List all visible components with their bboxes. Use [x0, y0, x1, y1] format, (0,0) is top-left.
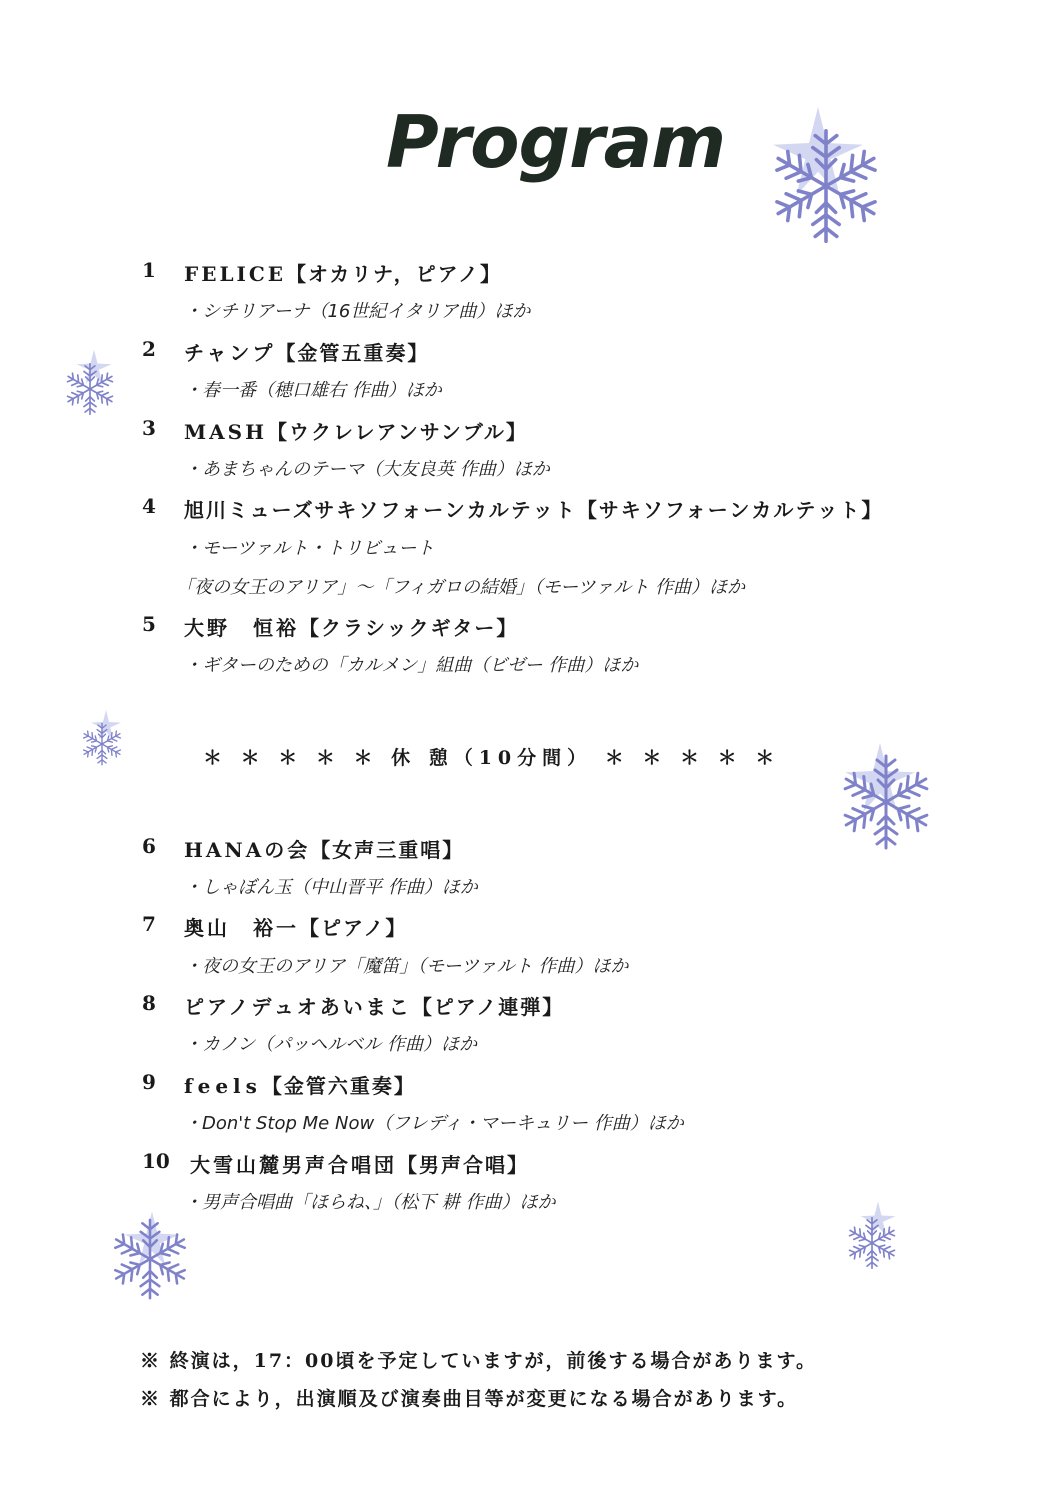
item-number: 1	[142, 258, 156, 282]
instrument-label: 【サキソフォーンカルテット】	[576, 498, 884, 522]
piece-line: ・あまちゃんのテーマ（大友良英 作曲）ほか	[184, 459, 550, 480]
item-number: 2	[142, 337, 156, 361]
instrument-label: 【オカリナ，ピアノ】	[286, 262, 503, 286]
performer-line	[184, 416, 528, 445]
snowflake-icon	[840, 1200, 904, 1274]
piece-line: ・モーツァルト・トリビュート	[184, 538, 435, 559]
instrument-label: 【金管六重奏】	[261, 1074, 416, 1098]
item-number: 7	[142, 912, 156, 936]
performer-line	[184, 612, 518, 641]
page-title: Program	[386, 100, 726, 184]
performer-name: チャンプ	[184, 341, 276, 365]
performer-line	[184, 1070, 416, 1099]
instrument-label: 【クラシックギター】	[299, 616, 519, 640]
piece-line: ・ギターのための「カルメン」組曲（ビゼー 作曲）ほか	[184, 655, 639, 676]
performer-name: ピアノデュオあいまこ	[184, 995, 412, 1019]
performer-name: HANAの会	[184, 838, 311, 862]
item-number: 5	[142, 612, 156, 636]
snowflake-icon	[58, 348, 122, 418]
performer-name: 旭川ミューズサキソフォーンカルテット	[184, 498, 577, 522]
performer-line	[184, 834, 464, 863]
piece-line: ・シチリアーナ（16世紀イタリア曲）ほか	[184, 301, 531, 322]
item-number: 6	[142, 834, 156, 858]
piece-line: ・春一番（穂口雄右 作曲）ほか	[184, 380, 442, 401]
item-number: 8	[142, 991, 156, 1015]
piece-line: ・Don't Stop Me Now（フレディ・マーキュリー 作曲）ほか	[184, 1113, 684, 1134]
piece-line: ・しゃぼん玉（中山晋平 作曲）ほか	[184, 877, 478, 898]
performer-line	[184, 258, 502, 287]
intermission-line: ＊ ＊ ＊ ＊ ＊ 休 憩（10分間） ＊ ＊ ＊ ＊ ＊	[203, 747, 781, 769]
instrument-label: 【男声合唱】	[397, 1153, 529, 1177]
item-number: 10	[142, 1149, 170, 1173]
instrument-label: 【ピアノ】	[299, 916, 408, 940]
footnote: ※ 終演は，17：00頃を予定していますが，前後する場合があります。	[140, 1350, 817, 1372]
item-number: 4	[142, 494, 156, 518]
performer-name: 大雪山麓男声合唱団	[190, 1153, 397, 1177]
piece-line: 「夜の女王のアリア」～「フィガロの結婚」（モーツァルト 作曲）ほか	[176, 577, 745, 598]
performer-name: 奥山 裕一	[184, 916, 299, 940]
performer-name: feels	[184, 1074, 262, 1098]
snowflake-icon	[752, 105, 892, 255]
performer-line	[184, 912, 407, 941]
snowflake-icon	[824, 735, 940, 861]
performer-name: MASH	[184, 420, 267, 444]
snowflake-icon	[76, 710, 128, 768]
performer-line	[184, 337, 429, 366]
performer-line	[184, 494, 883, 523]
performer-name: 大野 恒裕	[184, 616, 299, 640]
item-number: 9	[142, 1070, 156, 1094]
instrument-label: 【金管五重奏】	[275, 341, 430, 365]
instrument-label: 【女声三重唱】	[310, 838, 465, 862]
piece-line: ・夜の女王のアリア「魔笛」（モーツァルト 作曲）ほか	[184, 956, 629, 977]
snowflake-icon	[104, 1205, 196, 1305]
performer-name: FELICE	[184, 262, 287, 286]
footnote: ※ 都合により，出演順及び演奏曲目等が変更になる場合があります。	[140, 1388, 799, 1410]
performer-line	[190, 1149, 529, 1178]
performer-line	[184, 991, 564, 1020]
instrument-label: 【ピアノ連弾】	[411, 995, 565, 1019]
item-number: 3	[142, 416, 156, 440]
piece-line: ・男声合唱曲「ほらね、」（松下 耕 作曲）ほか	[184, 1192, 556, 1213]
instrument-label: 【ウクレレアンサンブル】	[267, 420, 528, 444]
piece-line: ・カノン（パッヘルベル 作曲）ほか	[184, 1034, 477, 1055]
